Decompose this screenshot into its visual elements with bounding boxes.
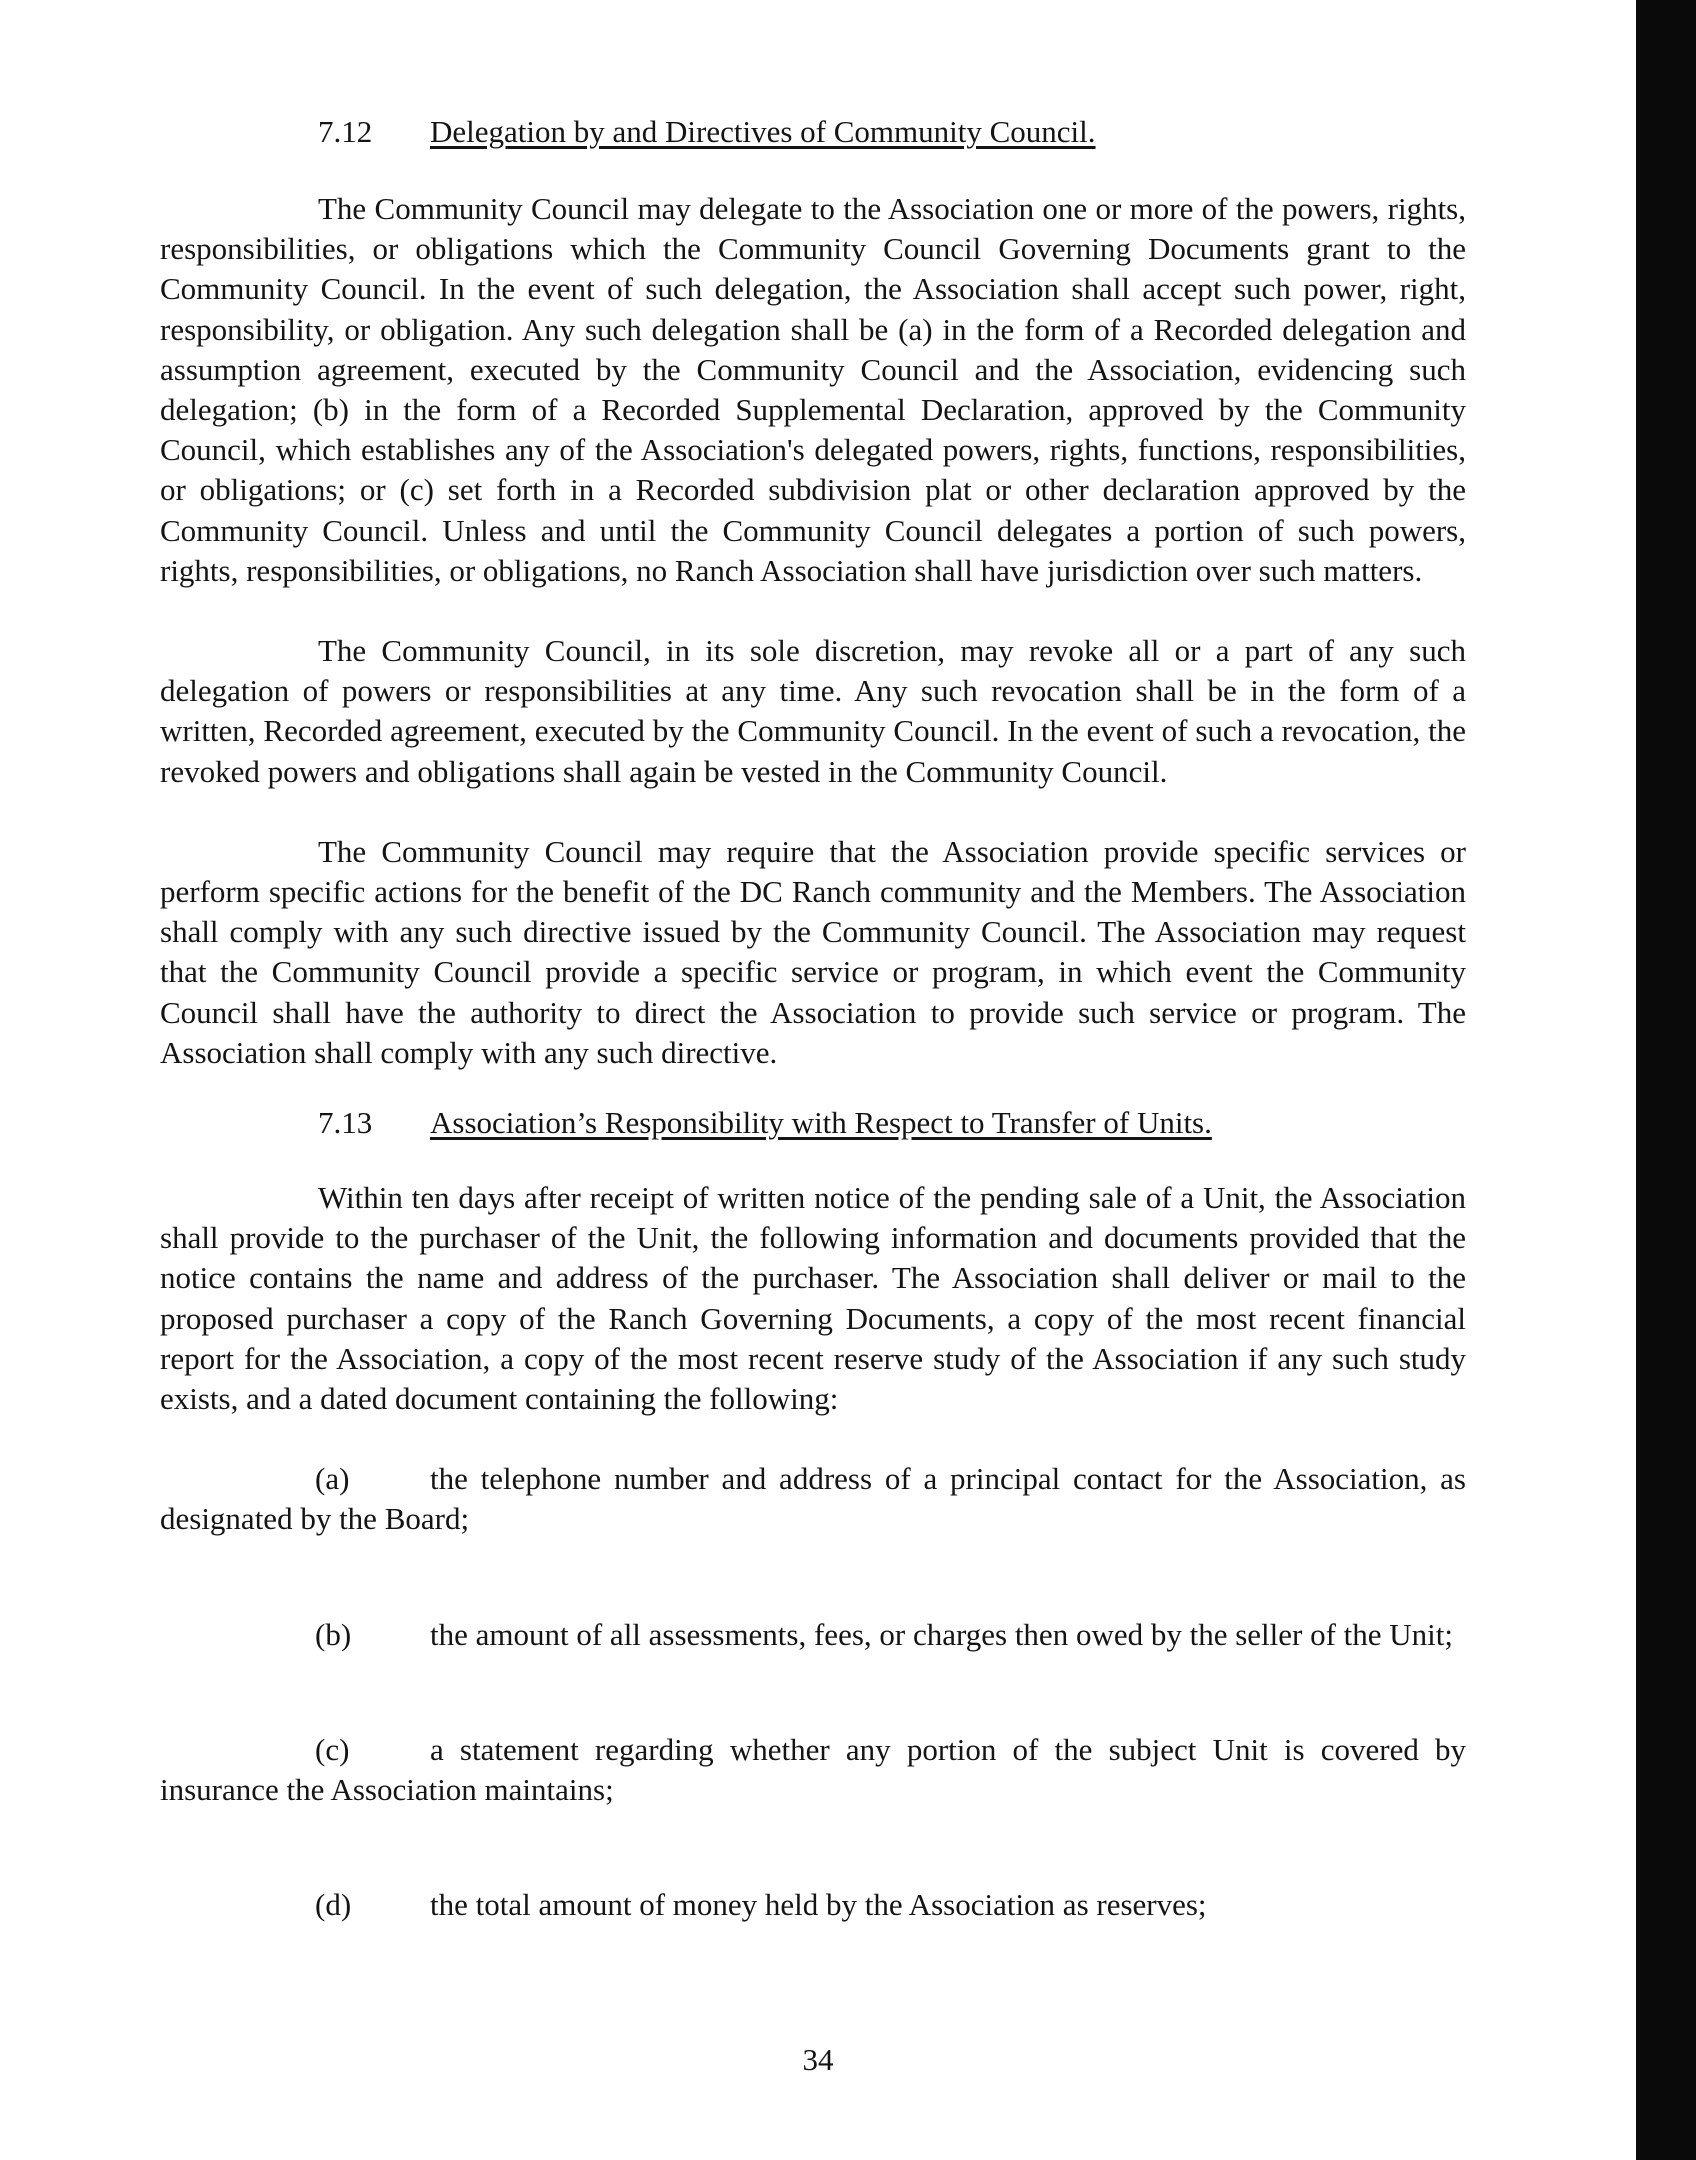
section-title: Delegation by and Directives of Community Council. [430, 114, 1096, 149]
section-heading-7-12 [160, 112, 1466, 152]
section-title: Association’s Responsibility with Respect to Transfer of Units. [430, 1105, 1212, 1141]
list-item-text: the total amount of money held by the Association as reserves; [430, 1887, 1207, 1923]
section-heading-7-13 [160, 1103, 1466, 1143]
list-item-label: (a) [315, 1461, 350, 1497]
paragraph-directives: The Community Council may require that the Association provide specific services or perform specific actions for the benefit of the DC Ranch community and the Members. The Association shall comply with any such directive issued by the Community Council. The Association may request that the Community Council provide a specific service or program, in which event the Community Council shall have the authority to direct the Association to provide such service or program. The Association shall comply with any such directive. [160, 833, 1466, 1070]
list-item-c [160, 1730, 1466, 1810]
paragraph-delegation: The Community Council may delegate to the Association one or more of the powers, rights, responsibilities, or obligations which the Community Council Governing Documents grant to the Community Council. In the event of such delegation, the Association shall accept such power, right, responsibility, or obligation. Any such delegation shall be (a) in the form of a Recorded delegation and assumption agreement, executed by the Community Council and the Association, evidencing such delegation; (b) in the form of a Recorded Supplemental Declaration, approved by the Community Council, which establishes any of the Association's delegated powers, rights, functions, responsibilities, or obligations; or (c) set forth in a Recorded subdivision plat or other declaration approved by the Community Council. Unless and until the Community Council delegates a portion of such powers, rights, responsibilities, or obligations, no Ranch Association shall have jurisdiction over such matters. [160, 191, 1466, 588]
list-item-text: a statement regarding whether any portion of the subject Unit is covered by insurance the Association maintains; [160, 1731, 1466, 1808]
list-item-d [160, 1885, 1466, 1925]
list-item-label: (d) [315, 1887, 352, 1923]
section-number: 7.12 [318, 114, 373, 149]
paragraph-revocation: The Community Council, in its sole discretion, may revoke all or a part of any such delegation of powers or responsibilities at any time. Any such revocation shall be in the form of a written, Recorded agreement, executed by the Community Council. In the event of such a revocation, the revoked powers and obligations shall again be vested in the Community Council. [160, 633, 1466, 789]
list-item-b [160, 1615, 1466, 1655]
list-item-label: (b) [315, 1616, 352, 1652]
section-number: 7.13 [318, 1105, 373, 1141]
page-content [160, 112, 1466, 1926]
scan-edge-shadow [1636, 0, 1696, 2160]
list-item-label: (c) [315, 1731, 350, 1767]
list-item-text: the amount of all assessments, fees, or charges then owed by the seller of the Unit; [430, 1616, 1454, 1652]
paragraph-transfer: Within ten days after receipt of written notice of the pending sale of a Unit, the Association shall provide to the purchaser of the Unit, the following information and documents provided that the notice contains the name and address of the purchaser. The Association shall deliver or mail to the proposed purchaser a copy of the Ranch Governing Documents, a copy of the most recent financial report for the Association, a copy of the most recent reserve study of the Association if any such study exists, and a dated document containing the following: [160, 1180, 1466, 1417]
page-number: 34 [802, 2042, 834, 2077]
list-item-text: the telephone number and address of a principal contact for the Association, as designated by the Board; [160, 1461, 1466, 1537]
list-item-a [160, 1459, 1466, 1539]
